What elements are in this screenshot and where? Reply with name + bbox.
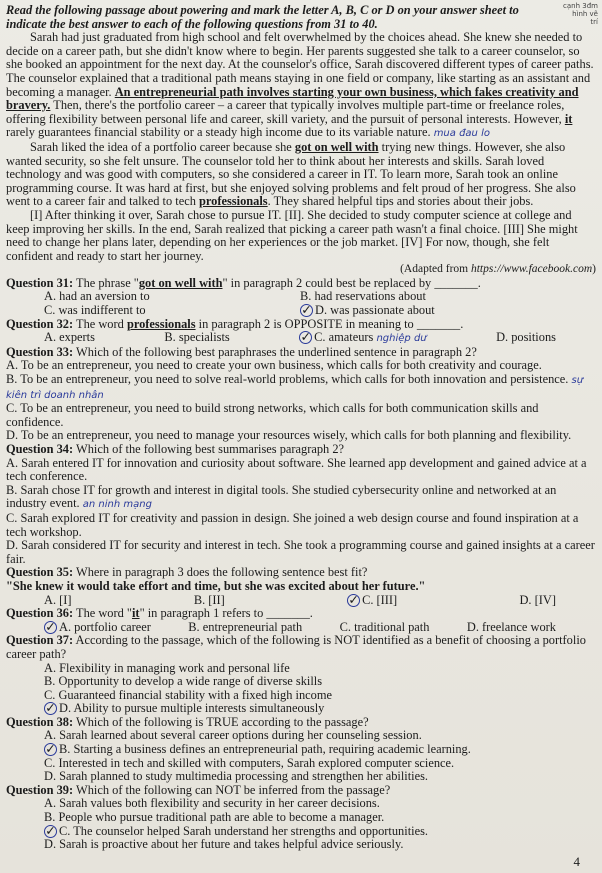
q35-options [6, 594, 596, 608]
q32-option-c[interactable]: ✓ C. amateurs nghiệp dư [300, 330, 427, 345]
q32-options [6, 331, 596, 346]
answer-circle-icon: ✓ [45, 823, 56, 838]
q34-option-b[interactable]: B. Sarah chose IT for growth and interest in digital tools. She studied cybersecurity online and networked at an industry event. an ninh mạng [6, 482, 557, 511]
q32-option-d[interactable]: D. positions [496, 330, 556, 345]
question-36: Question 36: The word "it" in paragraph 1 refers to _______. [6, 606, 313, 621]
answer-circle-icon: ✓ [45, 701, 56, 716]
answer-circle-icon: ✓ [45, 619, 56, 634]
instruction-text: Read the following passage about powering and mark the letter A, B, C or D on your answer sheet to indicate the best answer to each of the following questions from 31 to 40. [6, 3, 519, 31]
q35-option-a[interactable]: A. [I] [44, 592, 72, 607]
answer-circle-icon: ✓ [348, 592, 359, 607]
page-number: 4 [573, 854, 580, 870]
q38-option-a[interactable]: A. Sarah learned about several career options during her counseling session. [44, 728, 422, 743]
q36-option-d[interactable]: D. freelance work [466, 619, 556, 634]
q39-option-c[interactable]: ✓ C. The counselor helped Sarah understand her strengths and opportunities. [45, 823, 428, 838]
q35-option-b[interactable]: B. [II] [193, 592, 225, 607]
q31-option-c[interactable]: C. was indifferent to [44, 303, 146, 318]
q32-option-a[interactable]: A. experts [44, 330, 95, 345]
answer-circle-icon: ✓ [300, 330, 311, 345]
q31-option-a[interactable]: A. had an aversion to [44, 289, 150, 304]
underlined-word: professionals [199, 194, 268, 209]
underlined-sentence: An entrepreneurial path involves starting your own business, which fakes creativity and bravery. [6, 84, 579, 113]
q36-option-a[interactable]: ✓ A. portfolio career [45, 619, 151, 634]
q37-option-a[interactable]: A. Flexibility in managing work and personal life [44, 660, 290, 675]
q31-option-b[interactable]: B. had reservations about [300, 289, 426, 304]
q33-option-d[interactable]: D. To be an entrepreneur, you need to manage your resources wisely, which calls for both planning and flexibility. [6, 428, 572, 443]
question-31: Question 31: The phrase "got on well with" in paragraph 2 could best be replaced by _______. [6, 275, 481, 290]
question-38: Question 38: Which of the following is TRUE according to the passage? [6, 714, 369, 729]
paragraph-2: Sarah liked the idea of a portfolio career because she got on well with trying new things. However, she also wanted security, so she felt unsure. The counselor told her to think about her interests and skills. Sarah loved technology and was good with computers, so she considered a career in IT. To learn more, Sarah took an online programming course. It was hard at first, but she enjoyed solving problems and felt proud of her progress. She also went to a career fair and talked to tech professionals. They shared helpful tips and stories about their jobs. [6, 139, 576, 209]
q33-option-c[interactable]: C. To be an entrepreneur, you need to build strong networks, which calls for both communication skills and confidence. [6, 401, 539, 429]
corner-handwritten-note: cạnh 3đm hình vẽ trí [563, 2, 598, 26]
underlined-it: it [564, 111, 573, 126]
source-citation: (Adapted from https://www.facebook.com) [400, 263, 596, 276]
answer-circle-icon: ✓ [301, 303, 312, 318]
q36-option-c[interactable]: C. traditional path [339, 619, 430, 634]
q31-options-row1 [6, 290, 596, 304]
underlined-phrase: got on well with [294, 139, 379, 154]
question-32: Question 32: The word professionals in paragraph 2 is OPPOSITE in meaning to _______. [6, 316, 464, 331]
paragraph-3: [I] After thinking it over, Sarah chose to pursue IT. [II]. She decided to study computer science at college and keep improving her skills. In the end, Sarah realized that picking a career path wasn't a final choice. [III] She might need to change her plans later, depending on her experiences or the job market. [IV] For now, though, she felt confident and ready to start her journey. [6, 207, 578, 263]
question-33: Question 33: Which of the following best paraphrases the underlined sentence in paragraph 2? [6, 344, 477, 359]
handwritten-note: mua đau lo [433, 128, 490, 140]
q36-option-b[interactable]: B. entrepreneurial path [188, 619, 303, 634]
q35-option-d[interactable]: D. [IV] [519, 592, 556, 607]
q37-option-c[interactable]: C. Guaranteed financial stability with a fixed high income [44, 687, 332, 702]
question-37: Question 37: According to the passage, which of the following is NOT identified as a benefit of choosing a portfolio career path? [6, 633, 586, 661]
q35-quote: "She knew it would take effort and time, but she was excited about her future." [6, 578, 426, 593]
q37-option-b[interactable]: B. Opportunity to develop a wide range of diverse skills [44, 674, 323, 689]
question-35: Question 35: Where in paragraph 3 does the following sentence best fit? [6, 565, 368, 580]
q39-option-b[interactable]: B. People who pursue traditional path are able to become a manager. [44, 810, 385, 825]
question-34: Question 34: Which of the following best summarises paragraph 2? [6, 442, 345, 456]
q33-option-a[interactable]: A. To be an entrepreneur, you need to create your own business, which calls for both creativity and courage. [6, 358, 542, 373]
question-39: Question 39: Which of the following can NOT be inferred from the passage? [6, 782, 391, 797]
q39-option-a[interactable]: A. Sarah values both flexibility and security in her career decisions. [44, 796, 380, 811]
q34-option-d[interactable]: D. Sarah considered IT for security and interest in tech. She took a programming course and gained insights at a career fair. [6, 538, 595, 566]
q38-option-c[interactable]: C. Interested in tech and skilled with computers, Sarah explored computer science. [44, 755, 455, 770]
q38-option-d[interactable]: D. Sarah planned to study multimedia processing and strengthen her abilities. [44, 769, 429, 784]
q38-option-b[interactable]: ✓ B. Starting a business defines an entrepreneurial path, requiring academic learning. [45, 742, 471, 757]
worksheet-content [6, 4, 596, 852]
q32-option-b[interactable]: B. specialists [164, 330, 230, 345]
q39-option-d[interactable]: D. Sarah is proactive about her future and takes helpful advice seriously. [44, 837, 404, 852]
q31-option-d[interactable]: ✓ D. was passionate about [301, 303, 435, 318]
q31-options-row2 [6, 304, 596, 318]
q37-option-d[interactable]: ✓ D. Ability to pursue multiple interests simultaneously [45, 701, 325, 716]
q35-option-c[interactable]: ✓ C. [III] [348, 592, 398, 607]
q34-option-c[interactable]: C. Sarah explored IT for creativity and passion in design. She joined a web design course and found inspiration at a tech workshop. [6, 510, 579, 539]
answer-circle-icon: ✓ [45, 742, 56, 757]
q36-options [6, 621, 596, 635]
q33-option-b[interactable]: B. To be an entrepreneur, you need to solve real-world problems, which calls for both innovation and persistence. sự kiên trì doanh nhân [6, 372, 584, 401]
q34-option-a[interactable]: A. Sarah entered IT for innovation and curiosity about software. She learned app development and gained advice at a tech conference. [6, 455, 587, 484]
paragraph-1: Sarah had just graduated from high school and felt overwhelmed by the choices ahead. She knew she needed to decide on a career path, but she didn't know where to begin. Her parents suggested she talk to a career counselor, so she booked an appointment for the next day. At the counselor's office, Sarah discovered different types of career paths. The counselor explained that a traditional path means staying in one field or company, like starting as an assistant and becoming a manager. An entrepreneurial path involves starting your own business, which fakes creativity and bravery. Then, there's the portfolio career – a career that typically involves multiple part-time or freelance roles, offering flexibility between personal life and career, skill variety, and the pursuit of personal interests. However, it rarely guarantees financial stability or a steady high income due to its variable nature. mua đau lo [6, 30, 594, 140]
